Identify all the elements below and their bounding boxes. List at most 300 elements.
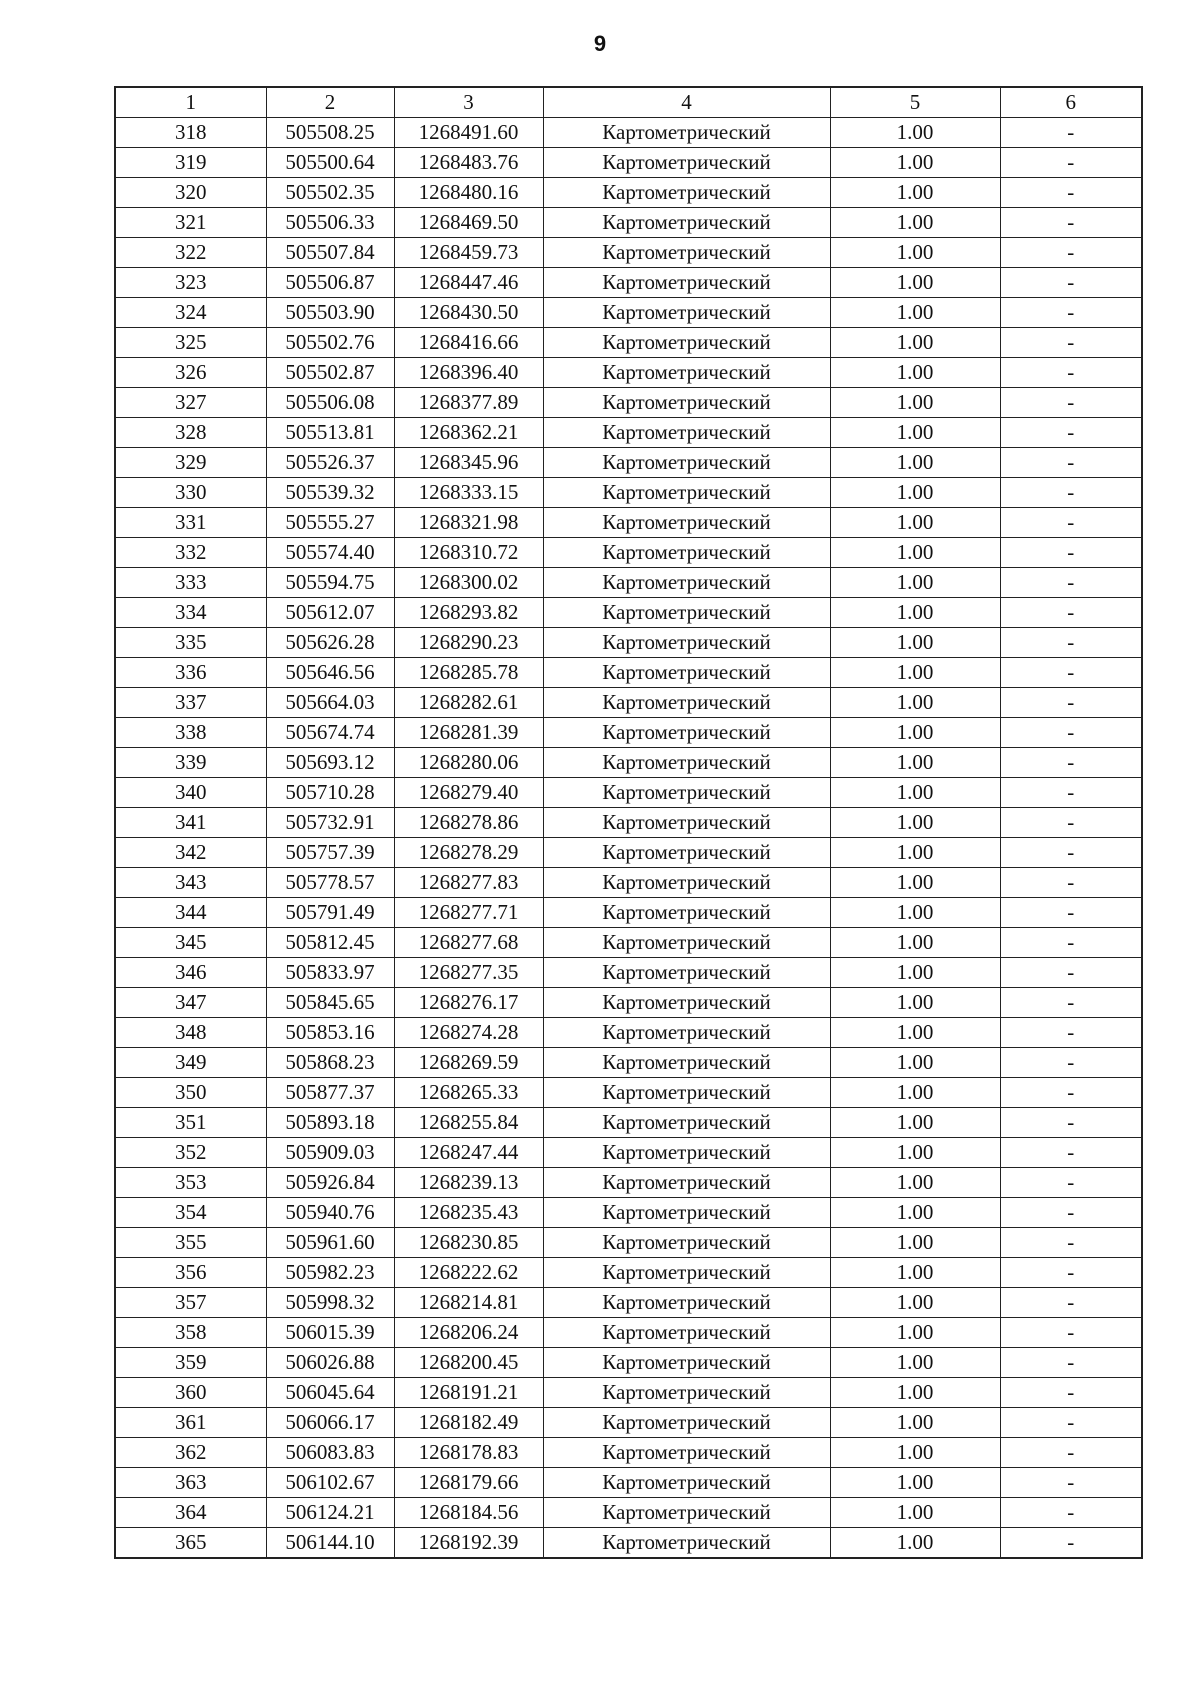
accuracy-cell: 1.00 — [830, 748, 1000, 778]
method-cell: Картометрический — [543, 508, 830, 538]
y-coordinate-cell: 1268239.13 — [394, 1168, 543, 1198]
note-cell: - — [1000, 448, 1142, 478]
y-coordinate-cell: 1268269.59 — [394, 1048, 543, 1078]
table-row — [115, 838, 1142, 868]
y-coordinate-cell: 1268483.76 — [394, 148, 543, 178]
table-row — [115, 1228, 1142, 1258]
x-coordinate-cell: 505539.32 — [266, 478, 394, 508]
point-number-cell: 340 — [115, 778, 266, 808]
table-row — [115, 1528, 1142, 1559]
note-cell: - — [1000, 1378, 1142, 1408]
y-coordinate-cell: 1268277.71 — [394, 898, 543, 928]
note-cell: - — [1000, 1108, 1142, 1138]
table-row — [115, 1378, 1142, 1408]
table-row — [115, 1168, 1142, 1198]
y-coordinate-cell: 1268192.39 — [394, 1528, 543, 1559]
table-row — [115, 598, 1142, 628]
x-coordinate-cell: 505710.28 — [266, 778, 394, 808]
accuracy-cell: 1.00 — [830, 328, 1000, 358]
y-coordinate-cell: 1268279.40 — [394, 778, 543, 808]
point-number-cell: 352 — [115, 1138, 266, 1168]
y-coordinate-cell: 1268321.98 — [394, 508, 543, 538]
note-cell: - — [1000, 388, 1142, 418]
point-number-cell: 350 — [115, 1078, 266, 1108]
point-number-cell: 325 — [115, 328, 266, 358]
y-coordinate-cell: 1268282.61 — [394, 688, 543, 718]
y-coordinate-cell: 1268362.21 — [394, 418, 543, 448]
accuracy-cell: 1.00 — [830, 1258, 1000, 1288]
y-coordinate-cell: 1268235.43 — [394, 1198, 543, 1228]
method-cell: Картометрический — [543, 1468, 830, 1498]
x-coordinate-cell: 505526.37 — [266, 448, 394, 478]
point-number-cell: 337 — [115, 688, 266, 718]
table-row — [115, 448, 1142, 478]
note-cell: - — [1000, 508, 1142, 538]
note-cell: - — [1000, 358, 1142, 388]
note-cell: - — [1000, 538, 1142, 568]
table-row — [115, 1288, 1142, 1318]
accuracy-cell: 1.00 — [830, 178, 1000, 208]
point-number-cell: 348 — [115, 1018, 266, 1048]
y-coordinate-cell: 1268345.96 — [394, 448, 543, 478]
accuracy-cell: 1.00 — [830, 1198, 1000, 1228]
x-coordinate-cell: 506102.67 — [266, 1468, 394, 1498]
method-cell: Картометрический — [543, 1438, 830, 1468]
note-cell: - — [1000, 628, 1142, 658]
table-row — [115, 1078, 1142, 1108]
method-cell: Картометрический — [543, 1258, 830, 1288]
accuracy-cell: 1.00 — [830, 148, 1000, 178]
method-cell: Картометрический — [543, 658, 830, 688]
method-cell: Картометрический — [543, 538, 830, 568]
method-cell: Картометрический — [543, 598, 830, 628]
coordinates-table — [114, 86, 1143, 1559]
table-row — [115, 268, 1142, 298]
table-row — [115, 148, 1142, 178]
point-number-cell: 356 — [115, 1258, 266, 1288]
x-coordinate-cell: 505502.76 — [266, 328, 394, 358]
point-number-cell: 336 — [115, 658, 266, 688]
method-cell: Картометрический — [543, 268, 830, 298]
note-cell: - — [1000, 1198, 1142, 1228]
x-coordinate-cell: 505674.74 — [266, 718, 394, 748]
accuracy-cell: 1.00 — [830, 1018, 1000, 1048]
table-row — [115, 1108, 1142, 1138]
y-coordinate-cell: 1268281.39 — [394, 718, 543, 748]
y-coordinate-cell: 1268178.83 — [394, 1438, 543, 1468]
point-number-cell: 365 — [115, 1528, 266, 1559]
method-cell: Картометрический — [543, 838, 830, 868]
method-cell: Картометрический — [543, 1348, 830, 1378]
x-coordinate-cell: 505998.32 — [266, 1288, 394, 1318]
accuracy-cell: 1.00 — [830, 1498, 1000, 1528]
table-row — [115, 808, 1142, 838]
table-row — [115, 958, 1142, 988]
accuracy-cell: 1.00 — [830, 268, 1000, 298]
point-number-cell: 364 — [115, 1498, 266, 1528]
table-row — [115, 178, 1142, 208]
x-coordinate-cell: 505664.03 — [266, 688, 394, 718]
method-cell: Картометрический — [543, 898, 830, 928]
method-cell: Картометрический — [543, 388, 830, 418]
y-coordinate-cell: 1268459.73 — [394, 238, 543, 268]
note-cell: - — [1000, 1228, 1142, 1258]
point-number-cell: 332 — [115, 538, 266, 568]
method-cell: Картометрический — [543, 748, 830, 778]
x-coordinate-cell: 505508.25 — [266, 118, 394, 148]
x-coordinate-cell: 505732.91 — [266, 808, 394, 838]
y-coordinate-cell: 1268310.72 — [394, 538, 543, 568]
x-coordinate-cell: 505506.33 — [266, 208, 394, 238]
table-row — [115, 748, 1142, 778]
accuracy-cell: 1.00 — [830, 1468, 1000, 1498]
point-number-cell: 363 — [115, 1468, 266, 1498]
method-cell: Картометрический — [543, 1498, 830, 1528]
table-row — [115, 988, 1142, 1018]
accuracy-cell: 1.00 — [830, 1048, 1000, 1078]
method-cell: Картометрический — [543, 688, 830, 718]
accuracy-cell: 1.00 — [830, 238, 1000, 268]
y-coordinate-cell: 1268277.83 — [394, 868, 543, 898]
method-cell: Картометрический — [543, 1408, 830, 1438]
accuracy-cell: 1.00 — [830, 1288, 1000, 1318]
table-row — [115, 478, 1142, 508]
table-row — [115, 1408, 1142, 1438]
table-row — [115, 1048, 1142, 1078]
point-number-cell: 349 — [115, 1048, 266, 1078]
table-row — [115, 418, 1142, 448]
page-number: 9 — [593, 31, 607, 56]
y-coordinate-cell: 1268377.89 — [394, 388, 543, 418]
accuracy-cell: 1.00 — [830, 298, 1000, 328]
method-cell: Картометрический — [543, 958, 830, 988]
note-cell: - — [1000, 1408, 1142, 1438]
y-coordinate-cell: 1268300.02 — [394, 568, 543, 598]
column-header-6: 6 — [1000, 87, 1142, 118]
y-coordinate-cell: 1268430.50 — [394, 298, 543, 328]
table-row — [115, 1258, 1142, 1288]
y-coordinate-cell: 1268222.62 — [394, 1258, 543, 1288]
y-coordinate-cell: 1268247.44 — [394, 1138, 543, 1168]
method-cell: Картометрический — [543, 1288, 830, 1318]
method-cell: Картометрический — [543, 208, 830, 238]
point-number-cell: 341 — [115, 808, 266, 838]
method-cell: Картометрический — [543, 1108, 830, 1138]
x-coordinate-cell: 505791.49 — [266, 898, 394, 928]
y-coordinate-cell: 1268184.56 — [394, 1498, 543, 1528]
method-cell: Картометрический — [543, 328, 830, 358]
accuracy-cell: 1.00 — [830, 1138, 1000, 1168]
accuracy-cell: 1.00 — [830, 838, 1000, 868]
point-number-cell: 347 — [115, 988, 266, 1018]
point-number-cell: 345 — [115, 928, 266, 958]
point-number-cell: 353 — [115, 1168, 266, 1198]
note-cell: - — [1000, 268, 1142, 298]
method-cell: Картометрический — [543, 1138, 830, 1168]
table-row — [115, 628, 1142, 658]
method-cell: Картометрический — [543, 778, 830, 808]
table-row — [115, 1498, 1142, 1528]
note-cell: - — [1000, 478, 1142, 508]
accuracy-cell: 1.00 — [830, 1108, 1000, 1138]
point-number-cell: 339 — [115, 748, 266, 778]
note-cell: - — [1000, 1468, 1142, 1498]
y-coordinate-cell: 1268255.84 — [394, 1108, 543, 1138]
x-coordinate-cell: 505778.57 — [266, 868, 394, 898]
y-coordinate-cell: 1268265.33 — [394, 1078, 543, 1108]
note-cell: - — [1000, 298, 1142, 328]
x-coordinate-cell: 506026.88 — [266, 1348, 394, 1378]
point-number-cell: 321 — [115, 208, 266, 238]
point-number-cell: 335 — [115, 628, 266, 658]
x-coordinate-cell: 505961.60 — [266, 1228, 394, 1258]
note-cell: - — [1000, 658, 1142, 688]
y-coordinate-cell: 1268230.85 — [394, 1228, 543, 1258]
x-coordinate-cell: 505574.40 — [266, 538, 394, 568]
point-number-cell: 331 — [115, 508, 266, 538]
method-cell: Картометрический — [543, 1048, 830, 1078]
y-coordinate-cell: 1268416.66 — [394, 328, 543, 358]
note-cell: - — [1000, 1138, 1142, 1168]
note-cell: - — [1000, 718, 1142, 748]
y-coordinate-cell: 1268214.81 — [394, 1288, 543, 1318]
table-row — [115, 298, 1142, 328]
accuracy-cell: 1.00 — [830, 628, 1000, 658]
y-coordinate-cell: 1268278.86 — [394, 808, 543, 838]
method-cell: Картометрический — [543, 148, 830, 178]
y-coordinate-cell: 1268277.68 — [394, 928, 543, 958]
accuracy-cell: 1.00 — [830, 478, 1000, 508]
x-coordinate-cell: 506083.83 — [266, 1438, 394, 1468]
method-cell: Картометрический — [543, 718, 830, 748]
accuracy-cell: 1.00 — [830, 448, 1000, 478]
point-number-cell: 333 — [115, 568, 266, 598]
method-cell: Картометрический — [543, 808, 830, 838]
note-cell: - — [1000, 568, 1142, 598]
header-row — [115, 87, 1142, 118]
table-row — [115, 208, 1142, 238]
note-cell: - — [1000, 958, 1142, 988]
method-cell: Картометрический — [543, 1198, 830, 1228]
note-cell: - — [1000, 328, 1142, 358]
method-cell: Картометрический — [543, 118, 830, 148]
accuracy-cell: 1.00 — [830, 418, 1000, 448]
note-cell: - — [1000, 418, 1142, 448]
note-cell: - — [1000, 1078, 1142, 1108]
table-row — [115, 658, 1142, 688]
method-cell: Картометрический — [543, 1528, 830, 1559]
note-cell: - — [1000, 148, 1142, 178]
point-number-cell: 326 — [115, 358, 266, 388]
accuracy-cell: 1.00 — [830, 1318, 1000, 1348]
note-cell: - — [1000, 868, 1142, 898]
x-coordinate-cell: 505503.90 — [266, 298, 394, 328]
note-cell: - — [1000, 1288, 1142, 1318]
x-coordinate-cell: 505853.16 — [266, 1018, 394, 1048]
accuracy-cell: 1.00 — [830, 898, 1000, 928]
x-coordinate-cell: 505845.65 — [266, 988, 394, 1018]
x-coordinate-cell: 505594.75 — [266, 568, 394, 598]
point-number-cell: 327 — [115, 388, 266, 418]
y-coordinate-cell: 1268280.06 — [394, 748, 543, 778]
point-number-cell: 318 — [115, 118, 266, 148]
point-number-cell: 319 — [115, 148, 266, 178]
point-number-cell: 338 — [115, 718, 266, 748]
note-cell: - — [1000, 748, 1142, 778]
x-coordinate-cell: 505555.27 — [266, 508, 394, 538]
point-number-cell: 346 — [115, 958, 266, 988]
accuracy-cell: 1.00 — [830, 568, 1000, 598]
column-header-3: 3 — [394, 87, 543, 118]
note-cell: - — [1000, 1438, 1142, 1468]
method-cell: Картометрический — [543, 1228, 830, 1258]
note-cell: - — [1000, 1048, 1142, 1078]
x-coordinate-cell: 505506.08 — [266, 388, 394, 418]
y-coordinate-cell: 1268480.16 — [394, 178, 543, 208]
table-row — [115, 358, 1142, 388]
point-number-cell: 361 — [115, 1408, 266, 1438]
column-header-5: 5 — [830, 87, 1000, 118]
x-coordinate-cell: 506045.64 — [266, 1378, 394, 1408]
point-number-cell: 362 — [115, 1438, 266, 1468]
accuracy-cell: 1.00 — [830, 1348, 1000, 1378]
point-number-cell: 357 — [115, 1288, 266, 1318]
x-coordinate-cell: 505500.64 — [266, 148, 394, 178]
accuracy-cell: 1.00 — [830, 538, 1000, 568]
table-row — [115, 898, 1142, 928]
point-number-cell: 320 — [115, 178, 266, 208]
y-coordinate-cell: 1268274.28 — [394, 1018, 543, 1048]
accuracy-cell: 1.00 — [830, 1078, 1000, 1108]
note-cell: - — [1000, 928, 1142, 958]
y-coordinate-cell: 1268277.35 — [394, 958, 543, 988]
method-cell: Картометрический — [543, 868, 830, 898]
accuracy-cell: 1.00 — [830, 1438, 1000, 1468]
point-number-cell: 343 — [115, 868, 266, 898]
y-coordinate-cell: 1268396.40 — [394, 358, 543, 388]
accuracy-cell: 1.00 — [830, 928, 1000, 958]
table-row — [115, 238, 1142, 268]
table-row — [115, 538, 1142, 568]
x-coordinate-cell: 505506.87 — [266, 268, 394, 298]
x-coordinate-cell: 506066.17 — [266, 1408, 394, 1438]
point-number-cell: 330 — [115, 478, 266, 508]
method-cell: Картометрический — [543, 238, 830, 268]
x-coordinate-cell: 505868.23 — [266, 1048, 394, 1078]
table-row — [115, 1348, 1142, 1378]
table-row — [115, 928, 1142, 958]
x-coordinate-cell: 506124.21 — [266, 1498, 394, 1528]
note-cell: - — [1000, 1348, 1142, 1378]
note-cell: - — [1000, 1018, 1142, 1048]
column-header-1: 1 — [115, 87, 266, 118]
accuracy-cell: 1.00 — [830, 958, 1000, 988]
point-number-cell: 334 — [115, 598, 266, 628]
method-cell: Картометрический — [543, 1318, 830, 1348]
method-cell: Картометрический — [543, 1078, 830, 1108]
point-number-cell: 358 — [115, 1318, 266, 1348]
note-cell: - — [1000, 238, 1142, 268]
x-coordinate-cell: 505626.28 — [266, 628, 394, 658]
x-coordinate-cell: 505757.39 — [266, 838, 394, 868]
method-cell: Картометрический — [543, 178, 830, 208]
note-cell: - — [1000, 178, 1142, 208]
y-coordinate-cell: 1268191.21 — [394, 1378, 543, 1408]
method-cell: Картометрический — [543, 1378, 830, 1408]
note-cell: - — [1000, 988, 1142, 1018]
y-coordinate-cell: 1268333.15 — [394, 478, 543, 508]
table-row — [115, 1438, 1142, 1468]
accuracy-cell: 1.00 — [830, 688, 1000, 718]
table-header — [115, 87, 1142, 118]
table-row — [115, 1018, 1142, 1048]
point-number-cell: 354 — [115, 1198, 266, 1228]
x-coordinate-cell: 505812.45 — [266, 928, 394, 958]
x-coordinate-cell: 505507.84 — [266, 238, 394, 268]
method-cell: Картометрический — [543, 1168, 830, 1198]
accuracy-cell: 1.00 — [830, 718, 1000, 748]
x-coordinate-cell: 505502.87 — [266, 358, 394, 388]
point-number-cell: 344 — [115, 898, 266, 928]
y-coordinate-cell: 1268491.60 — [394, 118, 543, 148]
x-coordinate-cell: 505833.97 — [266, 958, 394, 988]
table-row — [115, 868, 1142, 898]
point-number-cell: 323 — [115, 268, 266, 298]
table-row — [115, 1468, 1142, 1498]
x-coordinate-cell: 506144.10 — [266, 1528, 394, 1559]
method-cell: Картометрический — [543, 628, 830, 658]
y-coordinate-cell: 1268290.23 — [394, 628, 543, 658]
x-coordinate-cell: 505513.81 — [266, 418, 394, 448]
y-coordinate-cell: 1268276.17 — [394, 988, 543, 1018]
x-coordinate-cell: 505502.35 — [266, 178, 394, 208]
note-cell: - — [1000, 778, 1142, 808]
accuracy-cell: 1.00 — [830, 208, 1000, 238]
accuracy-cell: 1.00 — [830, 808, 1000, 838]
x-coordinate-cell: 505926.84 — [266, 1168, 394, 1198]
table-row — [115, 1138, 1142, 1168]
note-cell: - — [1000, 1168, 1142, 1198]
accuracy-cell: 1.00 — [830, 868, 1000, 898]
point-number-cell: 342 — [115, 838, 266, 868]
column-header-2: 2 — [266, 87, 394, 118]
table-row — [115, 778, 1142, 808]
y-coordinate-cell: 1268278.29 — [394, 838, 543, 868]
table-row — [115, 328, 1142, 358]
point-number-cell: 360 — [115, 1378, 266, 1408]
y-coordinate-cell: 1268179.66 — [394, 1468, 543, 1498]
method-cell: Картометрический — [543, 568, 830, 598]
y-coordinate-cell: 1268469.50 — [394, 208, 543, 238]
note-cell: - — [1000, 1498, 1142, 1528]
y-coordinate-cell: 1268285.78 — [394, 658, 543, 688]
table-row — [115, 388, 1142, 418]
y-coordinate-cell: 1268200.45 — [394, 1348, 543, 1378]
table-row — [115, 118, 1142, 148]
table-row — [115, 688, 1142, 718]
accuracy-cell: 1.00 — [830, 778, 1000, 808]
note-cell: - — [1000, 598, 1142, 628]
method-cell: Картометрический — [543, 478, 830, 508]
y-coordinate-cell: 1268182.49 — [394, 1408, 543, 1438]
accuracy-cell: 1.00 — [830, 988, 1000, 1018]
accuracy-cell: 1.00 — [830, 598, 1000, 628]
note-cell: - — [1000, 688, 1142, 718]
accuracy-cell: 1.00 — [830, 358, 1000, 388]
note-cell: - — [1000, 1318, 1142, 1348]
point-number-cell: 329 — [115, 448, 266, 478]
table-body — [115, 118, 1142, 1559]
